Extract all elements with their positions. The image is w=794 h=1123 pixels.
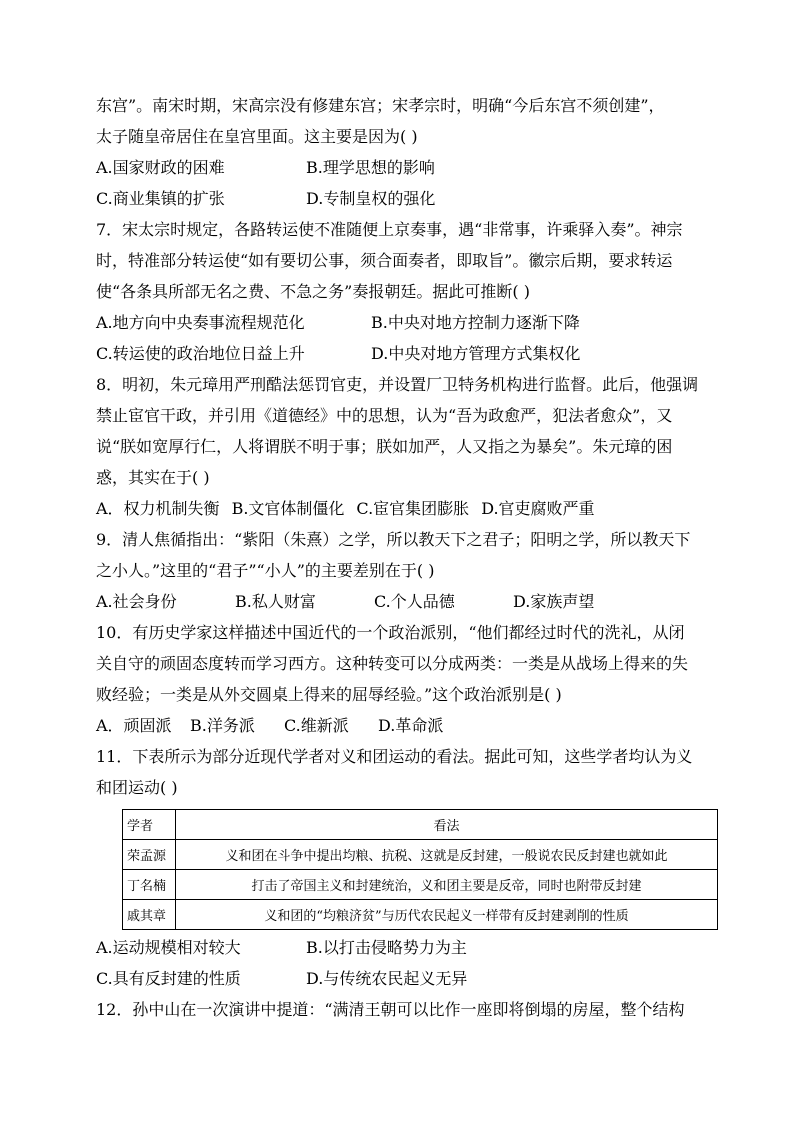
question-text: 太子随皇帝居住在皇宫里面。这主要是因为( ) [96, 127, 418, 146]
option-d[interactable]: D.与传统农民起义无异 [306, 969, 468, 988]
option-c[interactable]: C.商业集镇的扩张 [96, 189, 225, 208]
question-11 [96, 741, 700, 994]
question-text: 10．有历史学家这样描述中国近代的一个政治派别，“他们都经过时代的洗礼，从闭 [96, 623, 685, 642]
table-header-row [123, 810, 718, 840]
options-row [96, 183, 700, 214]
table-cell: 义和团的“均粮济贫”与历代农民起义一样带有反封建剥削的性质 [176, 900, 718, 930]
question-text: 11．下表所示为部分近现代学者对义和团运动的看法。据此可知，这些学者均认为义 [96, 747, 693, 766]
question-text: 8．明初，朱元璋用严刑酷法惩罚官吏，并设置厂卫特务机构进行监督。此后，他强调 [96, 375, 699, 394]
option-b[interactable]: B.洋务派 [190, 716, 255, 735]
options-row [96, 307, 700, 338]
option-d[interactable]: D.官吏腐败严重 [481, 499, 595, 518]
options-row [96, 586, 700, 617]
options-row [96, 932, 700, 963]
option-b[interactable]: B.以打击侵略势力为主 [306, 938, 467, 957]
question-text: 和团运动( ) [96, 778, 178, 797]
question-8 [96, 369, 700, 524]
table-row [123, 900, 718, 930]
table-row [123, 840, 718, 870]
option-d[interactable]: D.专制皇权的强化 [306, 189, 436, 208]
option-d[interactable]: D.革命派 [378, 716, 444, 735]
question-text: 败经验；一类是从外交圆桌上得来的屈辱经验。”这个政治派别是( ) [96, 685, 562, 704]
option-c[interactable]: C.个人品德 [374, 592, 455, 611]
option-d[interactable]: D.中央对地方管理方式集权化 [371, 344, 581, 363]
table-header-cell: 学者 [123, 810, 176, 840]
option-a[interactable]: A．权力机制失衡 [96, 499, 220, 518]
question-text: 之小人。”这里的“君子”“小人”的主要差别在于( ) [96, 561, 435, 580]
option-c[interactable]: C.宦官集团膨胀 [356, 499, 470, 518]
question-10 [96, 617, 700, 741]
table-cell: 荣孟源 [123, 840, 176, 870]
question-text: 使“各条具所部无名之费、不急之务”奏报朝廷。据此可推断( ) [96, 282, 530, 301]
table-header-cell: 看法 [176, 810, 718, 840]
question-text: 说“朕如宽厚行仁，人将谓朕不明于事；朕如加严，人又指之为暴矣”。朱元璋的困 [96, 437, 673, 456]
question-6 [96, 90, 700, 214]
table-cell: 丁名楠 [123, 870, 176, 900]
table-cell: 义和团在斗争中提出均粮、抗税、这就是反封建，一般说农民反封建也就如此 [176, 840, 718, 870]
question-text: 9．清人焦循指出：“紫阳（朱熹）之学，所以教天下之君子；阳明之学，所以教天下 [96, 530, 691, 549]
exam-page [96, 90, 700, 1025]
option-a[interactable]: A.国家财政的困难 [96, 158, 225, 177]
option-b[interactable]: B.理学思想的影响 [306, 158, 435, 177]
question-12 [96, 994, 700, 1025]
question-7 [96, 214, 700, 369]
option-b[interactable]: B.中央对地方控制力逐渐下降 [371, 313, 580, 332]
option-c[interactable]: C.具有反封建的性质 [96, 969, 241, 988]
table-cell: 打击了帝国主义和封建统治，义和团主要是反帝，同时也附带反封建 [176, 870, 718, 900]
option-c[interactable]: C.转运使的政治地位日益上升 [96, 344, 305, 363]
question-9 [96, 524, 700, 617]
option-a[interactable]: A.地方向中央奏事流程规范化 [96, 313, 305, 332]
question-text: 东宫”。南宋时期，宋高宗没有修建东宫；宋孝宗时，明确“今后东宫不须创建”， [96, 96, 665, 115]
option-a[interactable]: A.社会身份 [96, 592, 177, 611]
scholars-table [122, 809, 718, 930]
question-text: 12．孙中山在一次演讲中提道：“满清王朝可以比作一座即将倒塌的房屋，整个结构 [96, 1000, 685, 1019]
question-text: 时，特准部分转运使“如有要切公事，须合面奏者，即取旨”。徽宗后期，要求转运 [96, 251, 673, 270]
option-b[interactable]: B.文官体制僵化 [231, 499, 345, 518]
table-row [123, 870, 718, 900]
options-row [96, 710, 700, 741]
options-row [96, 338, 700, 369]
option-a[interactable]: A.运动规模相对较大 [96, 938, 241, 957]
question-text: 禁止宦官干政，并引用《道德经》中的思想，认为“吾为政愈严，犯法者愈众”，又 [96, 406, 673, 425]
options-row [96, 493, 700, 524]
question-text: 惑，其实在于( ) [96, 468, 210, 487]
options-row [96, 963, 700, 994]
option-c[interactable]: C.维新派 [284, 716, 349, 735]
table-cell: 戚其章 [123, 900, 176, 930]
option-a[interactable]: A．顽固派 [96, 716, 172, 735]
option-b[interactable]: B.私人财富 [235, 592, 316, 611]
option-d[interactable]: D.家族声望 [513, 592, 595, 611]
question-text: 7．宋太宗时规定，各路转运使不准随便上京奏事，遇“非常事，许乘驿入奏”。神宗 [96, 220, 683, 239]
options-row [96, 152, 700, 183]
question-text: 关自守的顽固态度转而学习西方。这种转变可以分成两类：一类是从战场上得来的失 [96, 654, 689, 673]
